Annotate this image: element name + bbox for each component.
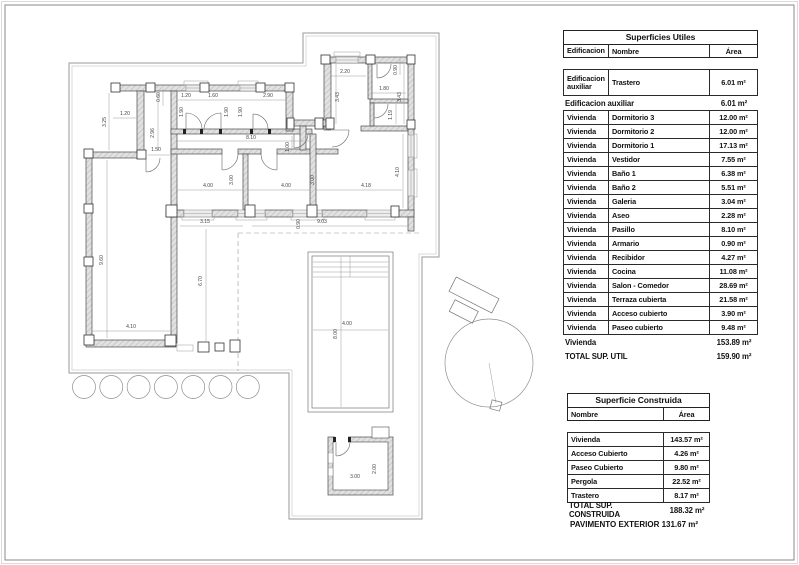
dim-label: 6.70 <box>198 276 204 286</box>
cell-nombre: Cocina <box>609 265 710 278</box>
door-arcs <box>146 64 391 172</box>
cell-nombre: Baño 2 <box>609 181 710 194</box>
cell-nombre: Pergola <box>568 475 664 488</box>
tree <box>445 277 533 411</box>
dim-label: 4.18 <box>361 183 371 189</box>
cell-area: 0.90 m² <box>721 239 746 248</box>
house-walls <box>86 57 414 347</box>
superficies-utiles-table <box>563 30 758 363</box>
cell-area: 6.01 m² <box>721 78 746 87</box>
dim-label: 8.00 <box>333 329 339 339</box>
summary-label: TOTAL SUP. UTIL <box>565 351 628 361</box>
dim-label: 4.00 <box>281 183 291 189</box>
table-row <box>563 279 758 293</box>
dim-label: 3.43 <box>335 92 341 102</box>
cell-nombre: Dormitorio 3 <box>609 111 710 124</box>
cell-edificacion: Vivienda <box>564 279 609 292</box>
cell-edificacion: Vivienda <box>564 307 609 320</box>
column-header-area: Área <box>725 46 742 56</box>
summary-area: 153.89 m² <box>716 337 752 347</box>
cell-edificacion: Vivienda <box>564 293 609 306</box>
cell-area: 5.51 m² <box>721 183 746 192</box>
pavimento-exterior-line <box>570 520 698 529</box>
dim-label: 0.90 <box>393 65 399 75</box>
table-rows <box>567 432 710 517</box>
bush <box>100 376 123 399</box>
dim-label: 1.60 <box>208 93 218 99</box>
swimming-pool <box>308 252 393 412</box>
dim-label: 4.00 <box>203 183 213 189</box>
dim-label: 1.00 <box>285 142 291 152</box>
summary-area: 159.90 m² <box>716 351 752 361</box>
cell-nombre: Galeria <box>609 195 710 208</box>
table-row <box>563 110 758 125</box>
cell-nombre: Salon - Comedor <box>609 279 710 292</box>
dim-label: 0.60 <box>156 92 162 102</box>
table-header <box>563 45 758 58</box>
dim-label: 3.25 <box>102 117 108 127</box>
subtotal-row <box>563 96 758 110</box>
cell-nombre: Paseo cubierto <box>609 321 710 334</box>
column-header-nombre: Nombre <box>568 408 664 420</box>
cell-area: 4.27 m² <box>721 253 746 262</box>
bush <box>182 376 205 399</box>
cell-edificacion: Vivienda <box>564 209 609 222</box>
table-row <box>567 461 710 475</box>
dim-label: 9.03 <box>317 219 327 225</box>
cell-area: 7.55 m² <box>721 155 746 164</box>
cell-area: 2.28 m² <box>721 211 746 220</box>
dim-label: 4.10 <box>395 167 401 177</box>
bush <box>209 376 232 399</box>
cell-edificacion: Vivienda <box>564 167 609 180</box>
cell-edificacion: Vivienda <box>564 251 609 264</box>
dim-label: 1.50 <box>151 147 161 153</box>
dim-label: 3.43 <box>397 92 403 102</box>
table-row <box>563 153 758 167</box>
table-row <box>563 251 758 265</box>
cell-area: 3.04 m² <box>721 197 746 206</box>
summary-label: Edificacion auxiliar <box>565 98 635 108</box>
cell-area: 28.69 m² <box>719 281 748 290</box>
cell-area: 17.13 m² <box>719 141 748 150</box>
dim-label: 1.90 <box>238 107 244 117</box>
summary-area: 188.32 m² <box>669 505 705 515</box>
cell-nombre: Paseo Cubierto <box>568 461 664 474</box>
cell-nombre: Terraza cubierta <box>609 293 710 306</box>
cell-edificacion: Vivienda <box>564 223 609 236</box>
cell-nombre: Aseo <box>609 209 710 222</box>
dim-label: 3.00 <box>310 175 316 185</box>
table-row <box>563 223 758 237</box>
windows <box>184 57 414 217</box>
cell-area: 12.00 m² <box>719 127 748 136</box>
cell-edificacion: Vivienda <box>564 265 609 278</box>
table-row <box>563 167 758 181</box>
dim-labels <box>99 65 403 480</box>
total-row <box>563 349 758 363</box>
table-row <box>563 69 758 96</box>
cell-area: 9.48 m² <box>721 323 746 332</box>
summary-label: Vivienda <box>565 337 597 347</box>
cell-nombre: Vivienda <box>568 433 664 446</box>
dim-label: 4.10 <box>126 324 136 330</box>
dim-label: 2.90 <box>263 93 273 99</box>
table-row <box>563 307 758 321</box>
trastero-building <box>328 427 393 495</box>
dim-label: 1.20 <box>120 111 130 117</box>
cell-area: 22.52 m² <box>672 477 701 486</box>
total-row <box>567 503 710 517</box>
cell-edificacion: Edificacion auxiliar <box>564 70 609 95</box>
cell-area: 8.17 m² <box>674 491 699 500</box>
cell-nombre: Vestidor <box>609 153 710 166</box>
table-row <box>563 265 758 279</box>
table-row <box>563 139 758 153</box>
cell-area: 21.58 m² <box>719 295 748 304</box>
cell-nombre: Armario <box>609 237 710 250</box>
cell-area: 12.00 m² <box>719 113 748 122</box>
pavimento-exterior-label: PAVIMENTO EXTERIOR <box>570 520 660 529</box>
table-row <box>563 181 758 195</box>
dim-label: 0.90 <box>296 219 302 229</box>
cell-nombre: Acceso cubierto <box>609 307 710 320</box>
bushes <box>73 376 260 399</box>
cell-nombre: Baño 1 <box>609 167 710 180</box>
dim-label: 2.20 <box>340 69 350 75</box>
dim-label: 2.00 <box>372 464 378 474</box>
cell-area: 143.57 m² <box>670 435 703 444</box>
table-row <box>563 293 758 307</box>
table-row <box>567 447 710 461</box>
cell-edificacion: Vivienda <box>564 153 609 166</box>
table-title: Superficie Construida <box>567 393 710 408</box>
cell-area: 4.26 m² <box>674 449 699 458</box>
cell-edificacion: Vivienda <box>564 111 609 124</box>
bush <box>154 376 177 399</box>
pergola <box>198 233 419 371</box>
cell-edificacion: Vivienda <box>564 125 609 138</box>
cell-area: 9.80 m² <box>674 463 699 472</box>
cell-nombre: Dormitorio 2 <box>609 125 710 138</box>
dim-label: 9.60 <box>99 255 105 265</box>
column-header-nombre: Nombre <box>609 45 710 57</box>
cell-nombre: Acceso Cubierto <box>568 447 664 460</box>
column-header-edificacion: Edificacion <box>564 45 609 57</box>
table-row <box>563 237 758 251</box>
dim-label: 1.80 <box>379 86 389 92</box>
table-row <box>563 321 758 335</box>
cell-edificacion: Vivienda <box>564 195 609 208</box>
cell-area: 11.08 m² <box>719 267 748 276</box>
summary-area: 6.01 m² <box>720 98 748 108</box>
cell-edificacion: Vivienda <box>564 321 609 334</box>
dim-label: 1.90 <box>224 107 230 117</box>
cell-nombre: Trastero <box>568 489 664 502</box>
cell-nombre: Dormitorio 1 <box>609 139 710 152</box>
table-row <box>563 209 758 223</box>
dim-label: 3.00 <box>350 474 360 480</box>
cell-edificacion: Vivienda <box>564 139 609 152</box>
pavimento-exterior-value: 131.67 m² <box>661 520 699 529</box>
dim-label: 1.19 <box>388 110 394 120</box>
cell-nombre: Recibidor <box>609 251 710 264</box>
cell-nombre: Trastero <box>609 70 710 95</box>
superficie-construida-table <box>567 393 710 517</box>
dim-label: 4.00 <box>342 321 352 327</box>
bush <box>236 376 259 399</box>
table-title: Superficies Utiles <box>563 30 758 45</box>
cell-edificacion: Vivienda <box>564 181 609 194</box>
summary-label: TOTAL SUP. CONSTRUIDA <box>569 501 620 519</box>
table-row <box>563 125 758 139</box>
cell-nombre: Pasillo <box>609 223 710 236</box>
table-rows <box>563 69 758 363</box>
dim-label: 3.00 <box>229 175 235 185</box>
table-row <box>567 432 710 447</box>
cell-area: 3.90 m² <box>721 309 746 318</box>
column-header-area: Área <box>678 409 695 419</box>
dim-label: 1.20 <box>181 93 191 99</box>
cell-edificacion: Vivienda <box>564 237 609 250</box>
cell-area: 8.10 m² <box>721 225 746 234</box>
columns <box>84 55 415 346</box>
table-row <box>563 195 758 209</box>
dim-label: 8.10 <box>246 135 256 141</box>
table-header <box>567 408 710 421</box>
cell-area: 6.38 m² <box>721 169 746 178</box>
table-row <box>567 475 710 489</box>
bush <box>73 376 96 399</box>
dim-label: 3.15 <box>200 219 210 225</box>
subtotal-row <box>563 335 758 349</box>
dim-label: 2.96 <box>150 128 156 138</box>
dim-label: 1.90 <box>179 107 185 117</box>
bush <box>127 376 150 399</box>
